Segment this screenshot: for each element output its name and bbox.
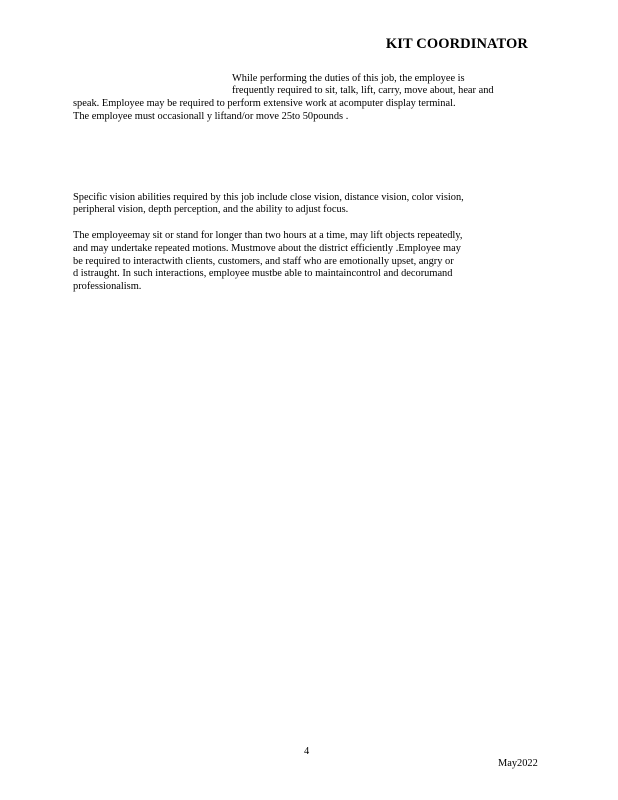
- text-line: professionalism.: [73, 281, 142, 292]
- text-line: Specific vision abilities required by this job include close vision, distance vision, color vision,: [73, 192, 464, 203]
- text-line: The employee must occasionall y liftand/or move 25to 50pounds .: [73, 111, 349, 122]
- text-line: While performing the duties of this job, the employee is: [232, 73, 465, 84]
- text-line: be required to interactwith clients, customers, and staff who are emotionally upset, angry or: [73, 256, 454, 267]
- text-line: The employeemay sit or stand for longer than two hours at a time, may lift objects repeatedly,: [73, 230, 463, 241]
- text-line: speak. Employee may be required to perform extensive work at acomputer display terminal.: [73, 98, 456, 109]
- text-line: frequently required to sit, talk, lift, carry, move about, hear and: [232, 85, 494, 96]
- footer-date: May2022: [498, 758, 538, 769]
- text-line: d istraught. In such interactions, employee mustbe able to maintaincontrol and decorumand: [73, 268, 453, 279]
- page-number: 4: [304, 746, 310, 757]
- text-line: peripheral vision, depth perception, and the ability to adjust focus.: [73, 204, 349, 215]
- page-title: KIT COORDINATOR: [385, 36, 528, 52]
- text-line: and may undertake repeated motions. Mustmove about the district efficiently .Employee may: [73, 243, 461, 254]
